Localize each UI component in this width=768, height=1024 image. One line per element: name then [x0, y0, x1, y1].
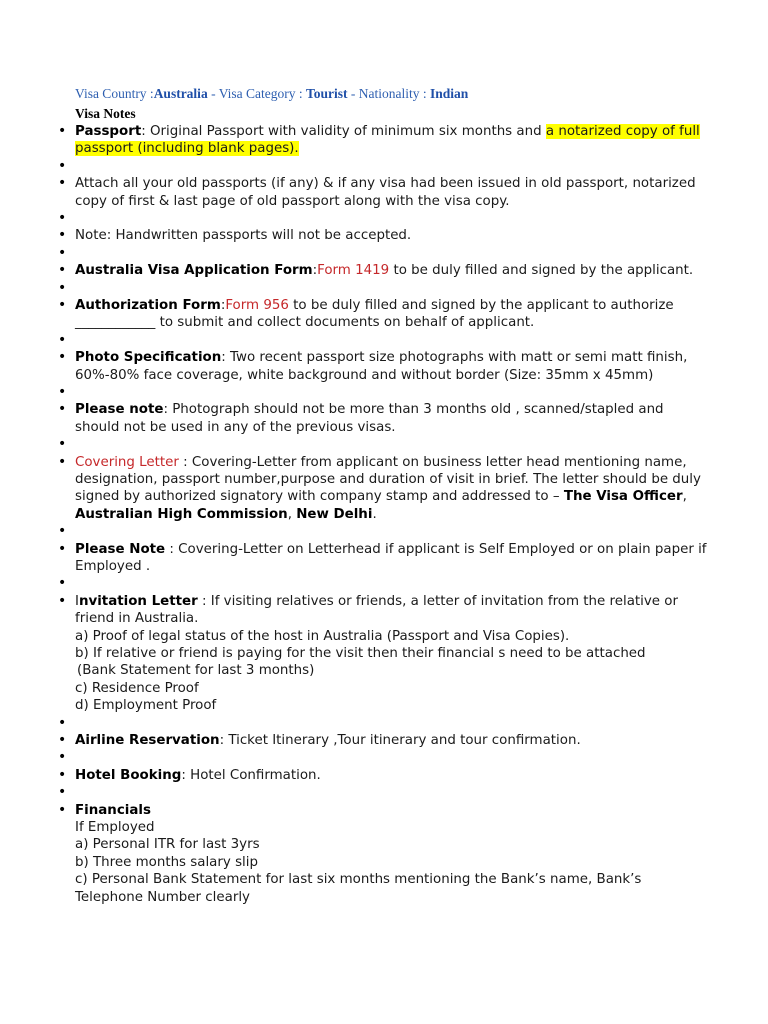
list-item-invitation-letter	[0, 593, 768, 715]
passport-label: Passport	[75, 124, 142, 139]
app-form-colon: :	[312, 263, 318, 279]
financials-a: a) Personal ITR for last 3yrs	[75, 837, 260, 853]
visa-notes-title: Visa Notes	[75, 106, 136, 121]
photo-label: Photo Specification	[75, 350, 222, 366]
list-item-passport	[0, 123, 768, 158]
list-item-airline-reservation	[0, 732, 768, 749]
hotel-text: : Hotel Confirmation.	[181, 767, 321, 783]
airline-text: : Ticket Itinerary ,Tour itinerary and tour confirmation.	[219, 733, 581, 749]
invitation-text: : If visiting relatives or friends, a letter of invitation from the relative or friend in Australia.	[75, 593, 678, 627]
visa-header	[75, 86, 468, 102]
list-item-financials	[0, 802, 768, 906]
category-label: - Visa Category :	[207, 86, 306, 101]
category-value: Tourist	[305, 86, 348, 101]
list-item-authorization-form	[0, 297, 768, 332]
please-note2-label: Please Note	[75, 541, 166, 557]
covering-text: : Covering-Letter from applicant on business letter head mentioning name, designation, passport number,purpose and duration of visit in brief. The letter should be duly signed by authorized signatory with company stamp and addressed to –	[75, 454, 701, 505]
list-item-empty	[0, 210, 768, 227]
list-item-empty	[0, 280, 768, 297]
invitation-a: a) Proof of legal status of the host in Australia (Passport and Visa Copies).	[75, 628, 570, 644]
passport-text: : Original Passport with validity of minimum six months and	[141, 124, 546, 139]
photo-text: : Two recent passport size photographs with matt or semi matt finish, 60%-80% face coverage, white background and without border (Size: 35mm x 45mm)	[75, 350, 688, 383]
covering-letter-link[interactable]: Covering Letter	[75, 454, 179, 470]
financials-label: Financials	[75, 802, 151, 818]
list-item-empty	[0, 245, 768, 262]
financials-employed: If Employed	[75, 820, 155, 836]
requirements-list	[0, 123, 768, 906]
please-note-label: Please note	[75, 402, 164, 418]
old-passports-text: Attach all your old passports (if any) & if any visa had been issued in old passport, notarized copy of first & last page of old passport along with the visa copy.	[75, 176, 696, 209]
list-item-empty	[0, 784, 768, 801]
list-item-covering-letter	[0, 454, 768, 524]
financials-b: b) Three months salary slip	[75, 854, 258, 870]
nationality-label: - Nationality :	[347, 86, 430, 101]
list-item-empty	[0, 384, 768, 401]
auth-form-text: to be duly filled and signed by the applicant to authorize ____________ to submit and collect documents on behalf of applicant.	[75, 298, 674, 331]
list-item-empty	[0, 523, 768, 540]
list-item-empty	[0, 715, 768, 732]
invitation-label: nvitation Letter	[78, 593, 198, 609]
app-form-text: to be duly filled and signed by the applicant.	[389, 263, 694, 279]
covering-sep-2: ,	[287, 506, 297, 522]
invitation-label-initial: I	[75, 593, 79, 609]
list-item-application-form	[0, 262, 768, 279]
handwritten-note-text: Note: Handwritten passports will not be accepted.	[75, 228, 412, 244]
list-item-old-passports	[0, 175, 768, 210]
invitation-b2: (Bank Statement for last 3 months)	[77, 663, 315, 679]
covering-end: .	[372, 506, 377, 522]
invitation-c: c) Residence Proof	[75, 680, 199, 696]
list-item-empty	[0, 749, 768, 766]
list-item-empty	[0, 332, 768, 349]
nationality-value: Indian	[429, 86, 469, 101]
list-item-photo-specification	[0, 349, 768, 384]
list-item-photo-note	[0, 401, 768, 436]
country-value: Australia	[153, 86, 208, 101]
covering-city: New Delhi	[296, 506, 373, 522]
country-label: Visa Country :	[75, 86, 154, 101]
list-item-empty	[0, 575, 768, 592]
covering-officer: The Visa Officer	[563, 489, 683, 505]
passport-highlight: a notarized copy of full passport (including blank pages).	[75, 124, 700, 157]
please-note-text: : Photograph should not be more than 3 months old , scanned/stapled and should not be used in any of the previous visas.	[75, 402, 664, 435]
covering-commission: Australian High Commission	[75, 506, 288, 522]
invitation-d: d) Employment Proof	[75, 698, 217, 714]
list-item-empty	[0, 158, 768, 175]
list-item-covering-note	[0, 541, 768, 576]
covering-sep-1: ,	[682, 489, 687, 505]
auth-form-colon: :	[220, 298, 226, 313]
list-item-handwritten-note	[0, 227, 768, 244]
form-956-link[interactable]: Form 956	[225, 298, 289, 313]
financials-c: c) Personal Bank Statement for last six months mentioning the Bank’s name, Bank’s Telephone Number clearly	[75, 872, 642, 905]
auth-form-label: Authorization Form	[75, 298, 221, 313]
airline-label: Airline Reservation	[75, 733, 220, 749]
form-1419-link[interactable]: Form 1419	[317, 263, 390, 279]
invitation-b: b) If relative or friend is paying for the visit then their financial s need to be attached	[75, 646, 646, 662]
app-form-label: Australia Visa Application Form	[75, 263, 313, 279]
list-item-empty	[0, 436, 768, 453]
list-item-hotel-booking	[0, 767, 768, 784]
please-note2-text: : Covering-Letter on Letterhead if applicant is Self Employed or on plain paper if Employed .	[75, 541, 707, 575]
hotel-label: Hotel Booking	[75, 767, 182, 783]
